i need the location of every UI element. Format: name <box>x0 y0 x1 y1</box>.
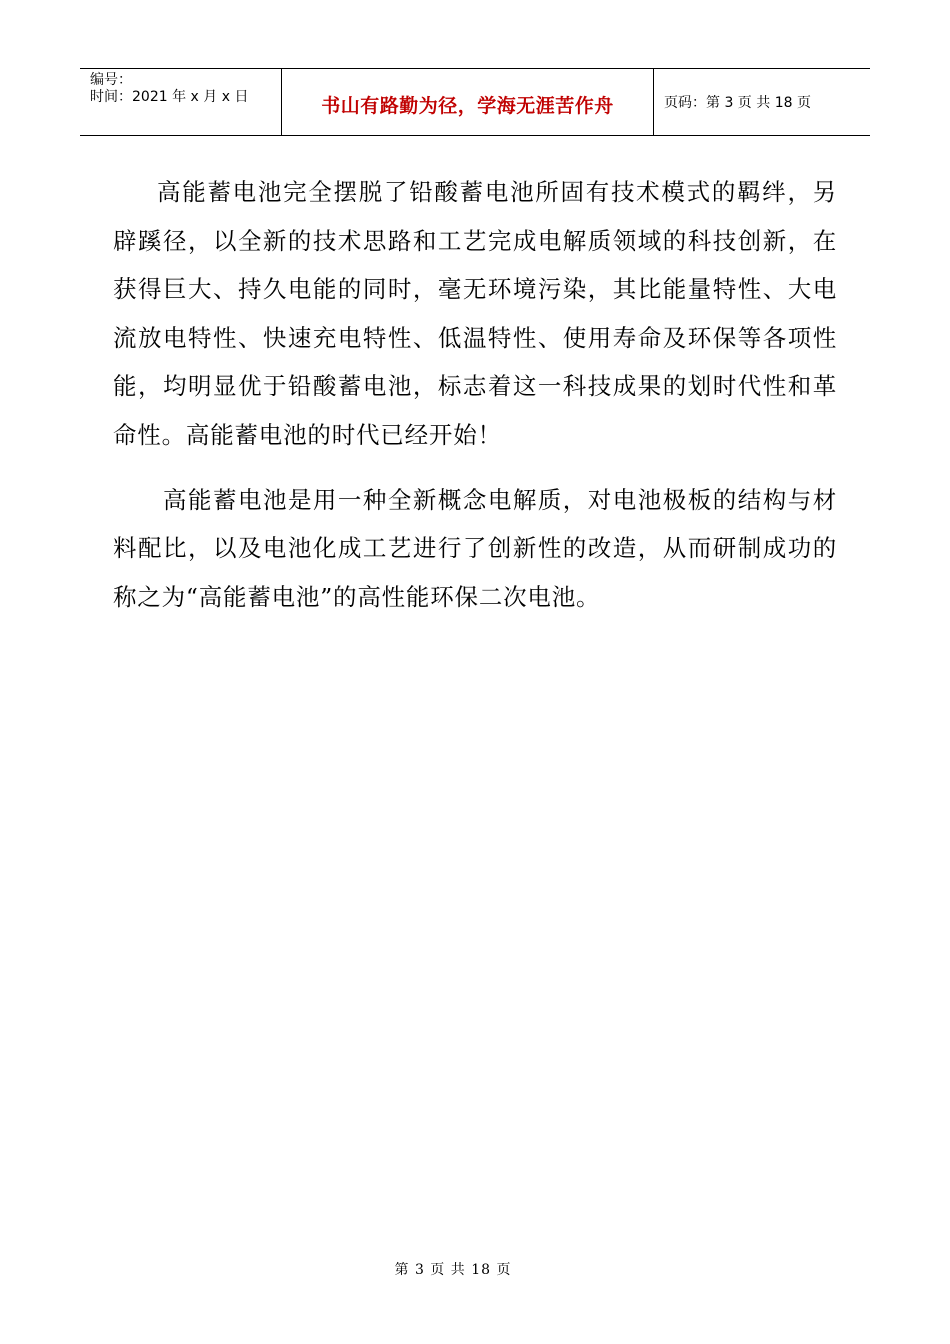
document-date: 时间：2021 年 x 月 x 日 <box>90 89 249 105</box>
header-page-cell <box>654 69 870 135</box>
document-number-label: 编号： <box>90 72 132 88</box>
document-header <box>80 68 870 136</box>
body-paragraph: 高能蓄电池是用一种全新概念电解质，对电池极板的结构与材料配比，以及电池化成工艺进行了创新性的改造，从而研制成功的称之为“高能蓄电池”的高性能环保二次电池。 <box>113 485 837 611</box>
footer-page-number: 第 3 页 共 18 页 <box>394 1262 512 1278</box>
header-motto: 书山有路勤为径，学海无涯苦作舟 <box>321 94 614 117</box>
page-footer <box>0 1259 928 1279</box>
header-meta-cell <box>80 69 282 135</box>
header-page-info: 页码：第 3 页 共 18 页 <box>664 95 811 111</box>
body-paragraph: 高能蓄电池完全摆脱了铅酸蓄电池所固有技术模式的羁绊，另辟蹊径，以全新的技术思路和工艺完成电解质领域的科技创新，在获得巨大、持久电能的同时，毫无环境污染，其比能量特性、大电流放电特性、快速充电特性、低温特性、使用寿命及环保等各项性能，均明显优于铅酸蓄电池，标志着这一科技成果的划时代性和革命性。高能蓄电池的时代已经开始！ <box>113 178 837 449</box>
document-body <box>113 168 837 621</box>
header-motto-cell <box>282 69 654 135</box>
